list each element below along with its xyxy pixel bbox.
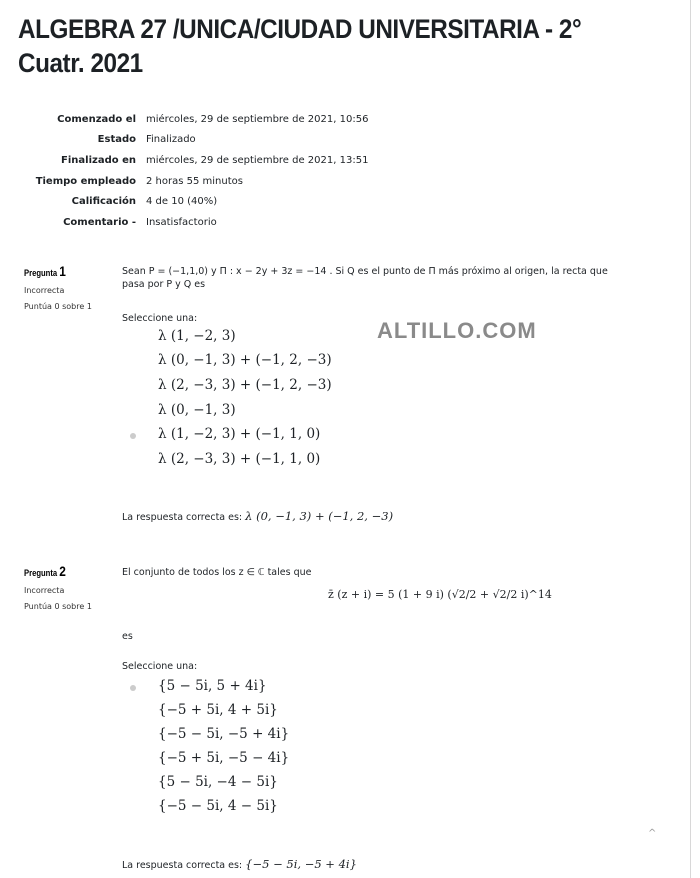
question-text-end: es: [122, 631, 133, 642]
question-text: Sean P = (−1,1,0) y Π : x − 2y + 3z = −14 . Si Q es el punto de Π más próximo al origen, la recta que pasa por P y Q es: [122, 266, 608, 290]
correct-answer: La respuesta correcta es: λ (0, −1, 3) + (−1, 2, −3): [122, 509, 394, 523]
summary-label: Tiempo empleado: [35, 175, 136, 187]
summary-value: Finalizado: [146, 134, 196, 146]
summary-value: miércoles, 29 de septiembre de 2021, 13:51: [146, 154, 369, 166]
page-border: [690, 0, 691, 878]
answer-option[interactable]: λ (1, −2, 3) + (−1, 1, 0): [158, 426, 321, 442]
summary-row: [0, 130, 368, 151]
question-number: Pregunta 2: [24, 563, 66, 579]
answer-option[interactable]: {−5 − 5i, 4 − 5i}: [158, 798, 278, 814]
summary-row: [0, 212, 368, 233]
summary-row: [0, 109, 368, 130]
page-title: ALGEBRA 27 /UNICA/CIUDAD UNIVERSITARIA - 2° Cuatr. 2021: [18, 14, 582, 78]
correct-answer: La respuesta correcta es: {−5 − 5i, −5 + 4i}: [122, 857, 357, 871]
select-prompt: Seleccione una:: [122, 661, 198, 672]
select-prompt: Seleccione una:: [122, 313, 198, 324]
answer-option[interactable]: λ (2, −3, 3) + (−1, 1, 0): [158, 451, 321, 467]
answer-option[interactable]: {−5 + 5i, 4 + 5i}: [158, 702, 278, 718]
scroll-to-top-button[interactable]: ^: [648, 828, 657, 839]
question-info: [24, 263, 92, 318]
summary-value: 4 de 10 (40%): [146, 196, 218, 208]
summary-label: Comenzado el: [57, 113, 136, 125]
summary-row: [0, 171, 368, 192]
question-equation: z̄ (z + i) = 5 (1 + 9 i) (√2/2 + √2/2 i)^14: [328, 588, 552, 601]
summary-row: [0, 191, 368, 212]
selected-radio[interactable]: [130, 433, 136, 439]
answer-option[interactable]: λ (0, −1, 3) + (−1, 2, −3): [158, 352, 332, 368]
watermark: ALTILLO.COM: [377, 318, 537, 343]
answer-option[interactable]: {−5 + 5i, −5 − 4i}: [158, 750, 290, 766]
question-text: El conjunto de todos los z ∈ ℂ tales que: [122, 567, 312, 578]
answer-option[interactable]: λ (1, −2, 3): [158, 328, 236, 344]
question-status: Incorrecta: [24, 586, 65, 595]
summary-label: Finalizado en: [61, 154, 136, 166]
question-score: Puntúa 0 sobre 1: [24, 602, 92, 611]
answer-option[interactable]: {−5 − 5i, −5 + 4i}: [158, 726, 290, 742]
question-status: Incorrecta: [24, 286, 65, 295]
attempt-summary: [0, 109, 368, 233]
selected-radio[interactable]: [130, 685, 136, 691]
answer-option[interactable]: {5 − 5i, 5 + 4i}: [158, 678, 267, 694]
summary-label: Estado: [97, 134, 136, 146]
summary-value: miércoles, 29 de septiembre de 2021, 10:56: [146, 113, 369, 125]
question-info: [24, 563, 92, 618]
answer-option[interactable]: λ (0, −1, 3): [158, 402, 236, 418]
summary-label: Comentario -: [63, 216, 136, 228]
summary-value: Insatisfactorio: [146, 216, 217, 228]
summary-value: 2 horas 55 minutos: [146, 175, 243, 187]
summary-row: [0, 150, 368, 171]
question-score: Puntúa 0 sobre 1: [24, 302, 92, 311]
question-number: Pregunta 1: [24, 263, 66, 279]
summary-label: Calificación: [71, 196, 136, 208]
answer-option[interactable]: λ (2, −3, 3) + (−1, 2, −3): [158, 377, 332, 393]
answer-option[interactable]: {5 − 5i, −4 − 5i}: [158, 774, 278, 790]
